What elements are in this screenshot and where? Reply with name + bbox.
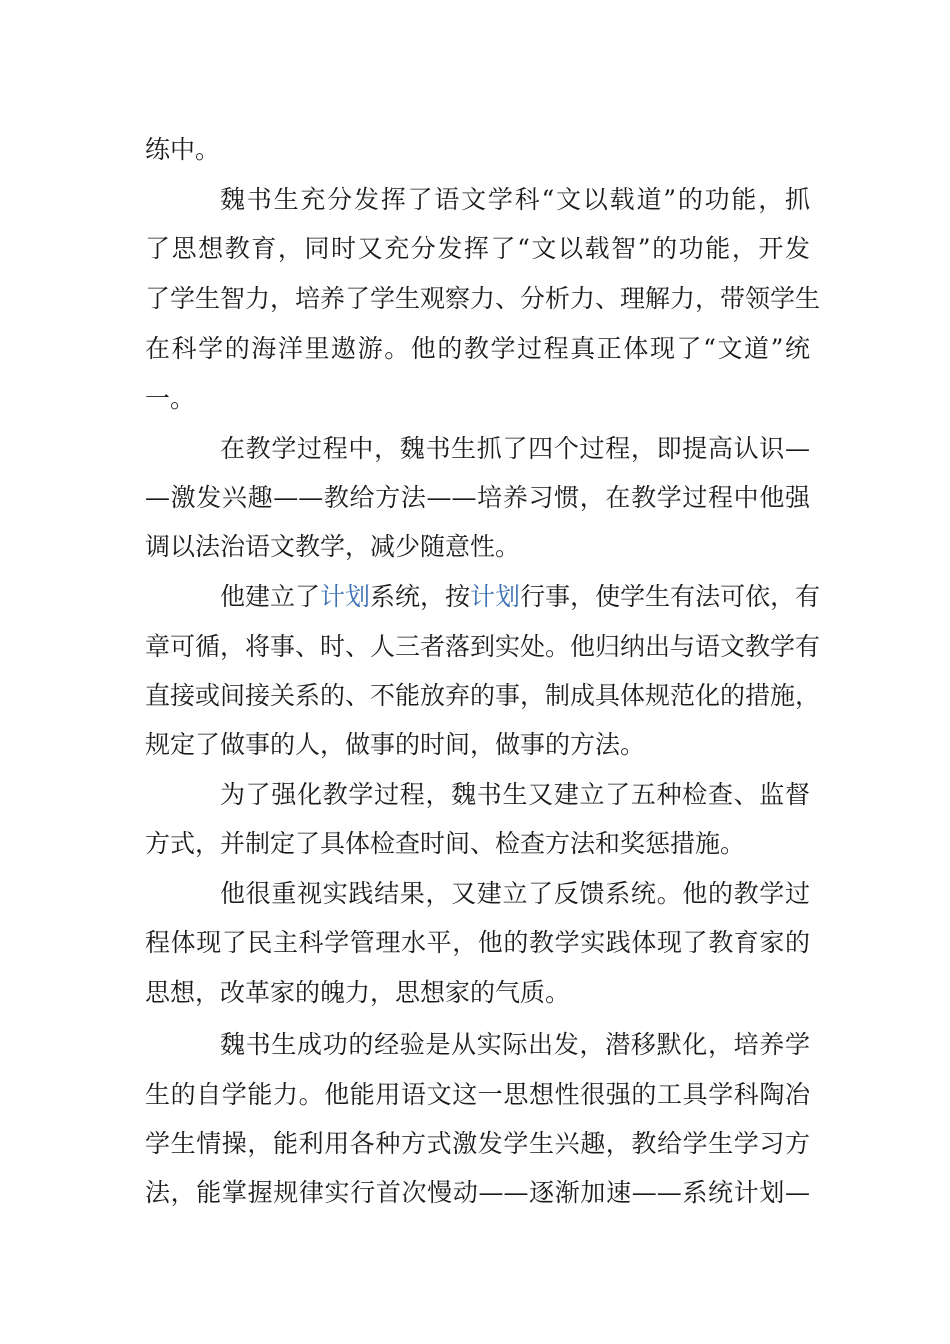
text-line: 调以法治语文教学，减少随意性。 <box>145 532 521 561</box>
paragraph-first-line: 在教学过程中，魏书生抓了四个过程，即提高认识— <box>220 434 810 463</box>
paragraph-first-line <box>220 572 821 622</box>
paragraph-first-line: 魏书生充分发挥了语文学科“文以载道”的功能，抓 <box>220 185 810 214</box>
text-line: —激发兴趣——教给方法——培养习惯，在教学过程中他强 <box>145 483 810 512</box>
text-run: 系统，按 <box>370 582 471 611</box>
text-line: 在科学的海洋里遨游。他的教学过程真正体现了“文道”统 <box>145 334 810 363</box>
text-line: 了思想教育，同时又充分发挥了“文以载智”的功能，开发 <box>145 234 810 263</box>
text-line: 练中。 <box>145 135 221 164</box>
link-plan[interactable]: 计划 <box>470 582 521 611</box>
paragraph-first-line: 他很重视实践结果，又建立了反馈系统。他的教学过 <box>220 879 810 908</box>
paragraph-first-line: 魏书生成功的经验是从实际出发，潜移默化，培养学 <box>220 1030 810 1059</box>
text-line: 思想，改革家的魄力，思想家的气质。 <box>145 978 571 1007</box>
text-run: 行事，使学生有法可依，有 <box>520 582 821 611</box>
text-line: 了学生智力，培养了学生观察力、分析力、理解力，带领学生 <box>145 284 821 313</box>
text-line: 章可循，将事、时、人三者落到实处。他归纳出与语文教学有 <box>145 632 821 661</box>
text-line: 学生情操，能利用各种方式激发学生兴趣，教给学生学习方 <box>145 1129 810 1158</box>
paragraph-first-line: 为了强化教学过程，魏书生又建立了五种检查、监督 <box>220 780 810 809</box>
text-line: 生的自学能力。他能用语文这一思想性很强的工具学科陶冶 <box>145 1080 810 1109</box>
text-line: 直接或间接关系的、不能放弃的事，制成具体规范化的措施， <box>145 681 821 710</box>
text-line: 规定了做事的人，做事的时间，做事的方法。 <box>145 730 646 759</box>
text-line: 一。 <box>145 384 196 413</box>
link-plan[interactable]: 计划 <box>320 582 371 611</box>
text-run: 他建立了 <box>220 582 321 611</box>
text-line: 法，能掌握规律实行首次慢动——逐渐加速——系统计划— <box>145 1178 810 1207</box>
text-line: 方式，并制定了具体检查时间、检查方法和奖惩措施。 <box>145 829 746 858</box>
text-line: 程体现了民主科学管理水平，他的教学实践体现了教育家的 <box>145 928 810 957</box>
